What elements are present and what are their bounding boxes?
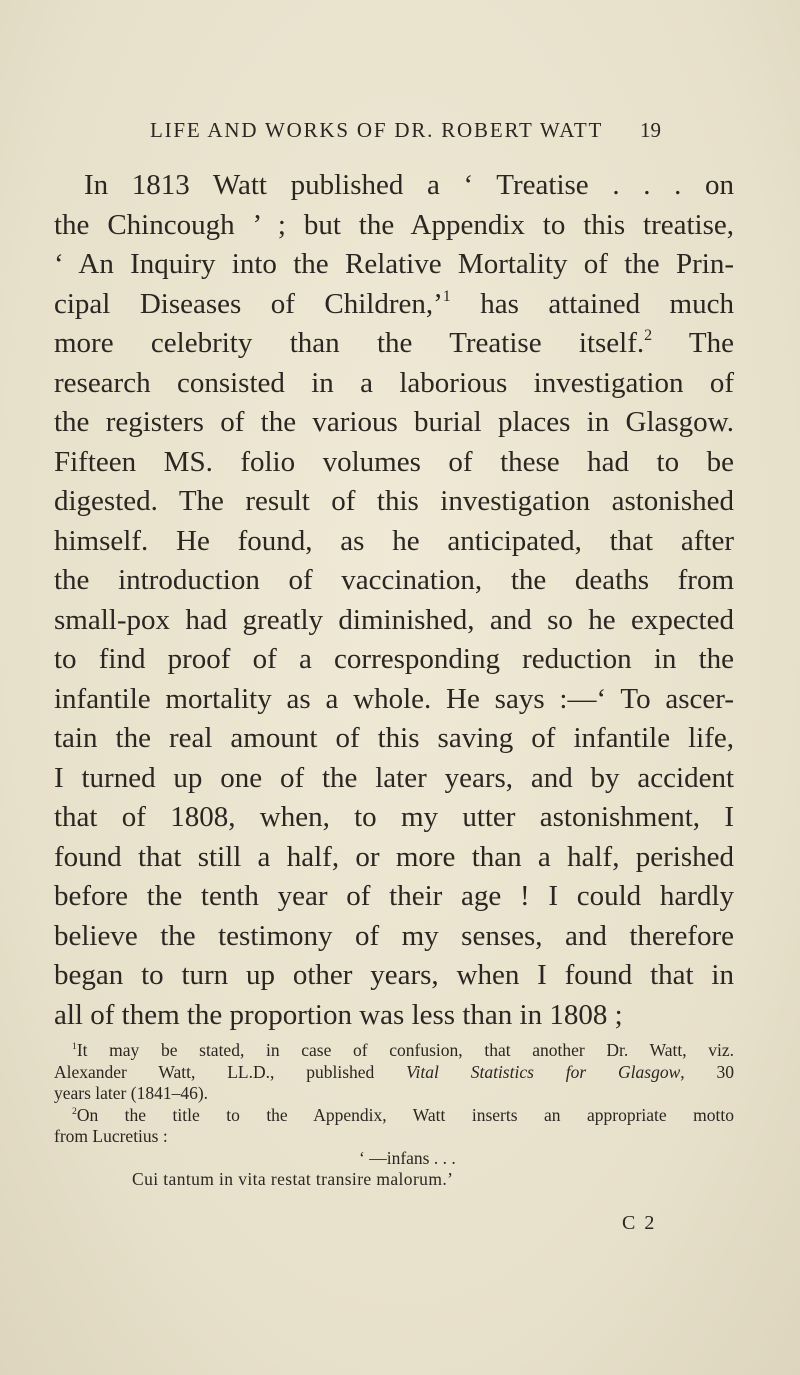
footnote-2-line [54, 1105, 734, 1127]
running-head: LIFE AND WORKS OF DR. ROBERT WATT [150, 118, 604, 142]
footnote-1-line: years later (1841–46). [54, 1083, 209, 1103]
text-line [54, 324, 734, 364]
footnote-text: , 30 [680, 1061, 734, 1082]
footnote-2-mark: 2 [72, 1105, 77, 1117]
text-line [54, 285, 734, 325]
text-line: the Chincough ’ ; but the Appendix to this treatise, [54, 208, 734, 241]
text-line: before the tenth year of their age ! I could hardly [54, 880, 734, 912]
text-line: all of them the proportion was less than in 1808 ; [54, 998, 623, 1031]
footnote-book-title: Vital Statistics for Glasgow [406, 1061, 681, 1082]
signature-mark: C 2 [622, 1212, 657, 1234]
text-line: the registers of the various burial places in Glasgow. [54, 406, 734, 438]
text-line: found that still a half, or more than a half, perished [54, 840, 734, 873]
footnote-text: Alexander Watt, LL.D., published [54, 1061, 407, 1082]
footnote-text: It may be stated, in case of confusion, that another Dr. Watt, viz. [76, 1040, 734, 1060]
text-line: that of 1808, when, to my utter astonishment, I [54, 801, 734, 833]
text-line: I turned up one of the later years, and by accident [54, 761, 734, 794]
text-segment: more celebrity than the Treatise itself. [54, 327, 645, 359]
text-line: the introduction of vaccination, the deaths from [54, 564, 734, 596]
footnote-1-mark: 1 [72, 1040, 77, 1052]
page-number: 19 [640, 118, 661, 142]
text-line: to find proof of a corresponding reduction in the [54, 643, 734, 675]
footnote-2-line: from Lucretius : [54, 1126, 168, 1146]
text-line: tain the real amount of this saving of infantile life, [54, 722, 734, 754]
footnote-text: On the title to the Appendix, Watt inserts an appropriate motto [76, 1104, 734, 1125]
footnote-quote-line: ‘ —infans . . . [359, 1147, 456, 1168]
text-line: digested. The result of this investigation astonished [54, 485, 734, 517]
text-line: believe the testimony of my senses, and therefore [54, 919, 734, 952]
footnote-ref-1: 1 [442, 287, 451, 305]
footnote-1-line [54, 1062, 734, 1084]
footnote-ref-2: 2 [644, 327, 653, 345]
text-line: Fifteen MS. folio volumes of these had to be [54, 445, 734, 478]
text-line: small-pox had greatly diminished, and so he expected [54, 603, 734, 636]
text-segment: has attained much [450, 287, 734, 320]
text-line: himself. He found, as he anticipated, that after [54, 524, 734, 557]
text-segment: cipal Diseases of Children,’ [54, 287, 443, 320]
text-line: infantile mortality as a whole. He says :—‘ To ascer- [54, 682, 734, 715]
text-line: began to turn up other years, when I found that in [54, 959, 734, 991]
text-line: research consisted in a laborious investigation of [54, 366, 734, 399]
footnote-1-line [54, 1040, 734, 1062]
text-segment: The [652, 327, 735, 359]
text-line: ‘ An Inquiry into the Relative Mortality of the Prin- [54, 248, 734, 280]
text-line: In 1813 Watt published a ‘ Treatise . . . on [84, 169, 734, 201]
body-text [54, 166, 734, 1035]
page-header [0, 118, 800, 148]
footnotes [54, 1040, 734, 1191]
footnote-quote-line: Cui tantum in vita restat transire malorum.’ [132, 1169, 454, 1189]
